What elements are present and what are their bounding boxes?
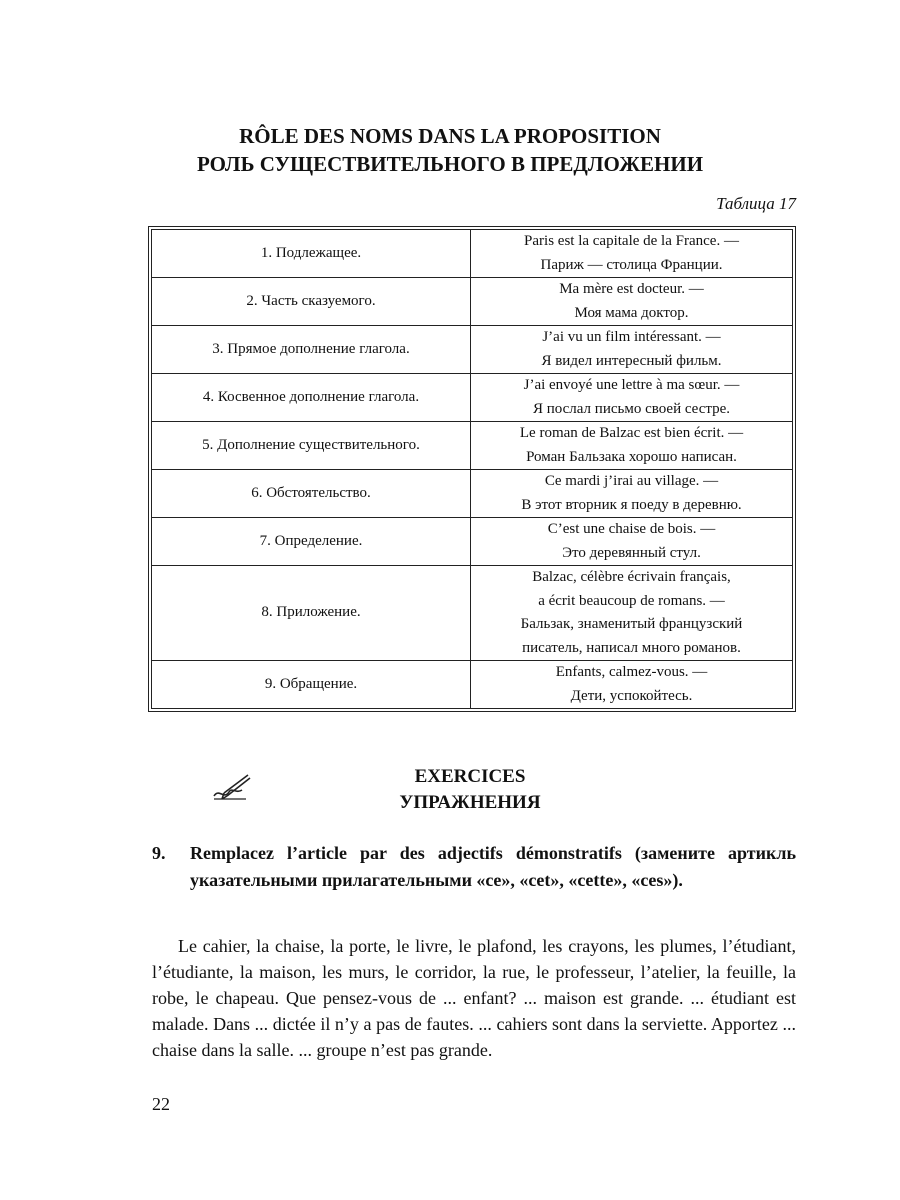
example-line: Balzac, célèbre écrivain français,	[532, 569, 731, 585]
role-cell: 6. Обстоятельство.	[152, 470, 471, 518]
example-cell	[471, 661, 793, 709]
example-line: J’ai vu un film intéressant. —	[542, 329, 721, 345]
example-line: Я послал письмо своей сестре.	[532, 400, 731, 417]
example-line: Париж — столица Франции.	[540, 256, 723, 273]
example-cell	[471, 422, 793, 470]
example-cell	[471, 230, 793, 278]
table-row	[152, 566, 793, 661]
example-line: Моя мама доктор.	[574, 304, 689, 321]
example-cell	[471, 470, 793, 518]
example-line: Роман Бальзака хорошо написан.	[526, 448, 737, 465]
example-line: Дети, успокойтесь.	[570, 687, 693, 704]
table-row	[152, 326, 793, 374]
example-cell	[471, 326, 793, 374]
example-cell	[471, 374, 793, 422]
table-row	[152, 278, 793, 326]
exercises-heading-ru: УПРАЖНЕНИЯ	[399, 792, 541, 813]
table-row	[152, 470, 793, 518]
role-cell: 7. Определение.	[152, 518, 471, 566]
exercise-number: 9.	[152, 843, 166, 863]
role-cell: 1. Подлежащее.	[152, 230, 471, 278]
example-line: Я видел интересный фильм.	[541, 352, 722, 369]
table-body	[152, 230, 793, 709]
exercises-heading-fr: EXERCICES	[414, 766, 526, 787]
exercise-text: Le cahier, la chaise, la porte, le livre, le plafond, les crayons, les plumes, l’étudiant, l’étudiante, la maison, les murs, le corridor, la rue, le professeur, l’atelier, la feuille, la robe, le chapeau. Que pensez-vous de ... enfant? ... maison est grande. ... étudiant est malade. Dans ... dictée il n’y a pas de fautes. ... cahiers sont dans la serviette. Apportez ... chaise dans la salle. ... groupe n’est pas grande.	[152, 936, 796, 1060]
role-cell: 3. Прямое дополнение глагола.	[152, 326, 471, 374]
table-row	[152, 374, 793, 422]
title-line-fr: RÔLE DES NOMS DANS LA PROPOSITION	[239, 124, 661, 148]
example-line: Это деревянный стул.	[562, 544, 701, 561]
page-number: 22	[152, 1094, 170, 1114]
example-line: писатель, написал много романов.	[522, 639, 741, 656]
role-cell: 5. Дополнение существительного.	[152, 422, 471, 470]
example-cell	[471, 278, 793, 326]
exercise-instruction: Remplacez l’article par des adjectifs démonstratifs (замените артикль указательными прилагательными «ce», «cet», «cette», «ces»).	[190, 843, 796, 890]
example-line: J’ai envoyé une lettre à ma sœur. —	[523, 377, 740, 393]
role-cell: 2. Часть сказуемого.	[152, 278, 471, 326]
table-row	[152, 518, 793, 566]
example-line: a écrit beaucoup de romans. —	[538, 592, 725, 609]
example-line: Бальзак, знаменитый французский	[520, 616, 743, 632]
example-cell	[471, 518, 793, 566]
example-line: Ce mardi j’irai au village. —	[544, 473, 719, 489]
example-line: В этот вторник я поеду в деревню.	[521, 496, 742, 513]
table-row	[152, 230, 793, 278]
role-cell: 9. Обращение.	[152, 661, 471, 709]
exercise-task	[152, 840, 796, 894]
title-line-ru: РОЛЬ СУЩЕСТВИТЕЛЬНОГО В ПРЕДЛОЖЕНИИ	[196, 152, 704, 176]
example-line: Le roman de Balzac est bien écrit. —	[519, 425, 744, 441]
example-line: Enfants, calmez-vous. —	[555, 664, 708, 680]
table-label: Таблица 17	[716, 194, 796, 213]
page-title	[0, 122, 900, 178]
example-cell	[471, 566, 793, 661]
role-cell: 4. Косвенное дополнение глагола.	[152, 374, 471, 422]
example-line: Ma mère est docteur. —	[559, 281, 704, 297]
exercises-heading	[0, 764, 900, 816]
example-line: Paris est la capitale de la France. —	[524, 233, 739, 249]
table-row	[152, 661, 793, 709]
grammar-table	[148, 226, 796, 712]
role-cell: 8. Приложение.	[152, 566, 471, 661]
table-row	[152, 422, 793, 470]
example-line: C’est une chaise de bois. —	[547, 521, 716, 537]
